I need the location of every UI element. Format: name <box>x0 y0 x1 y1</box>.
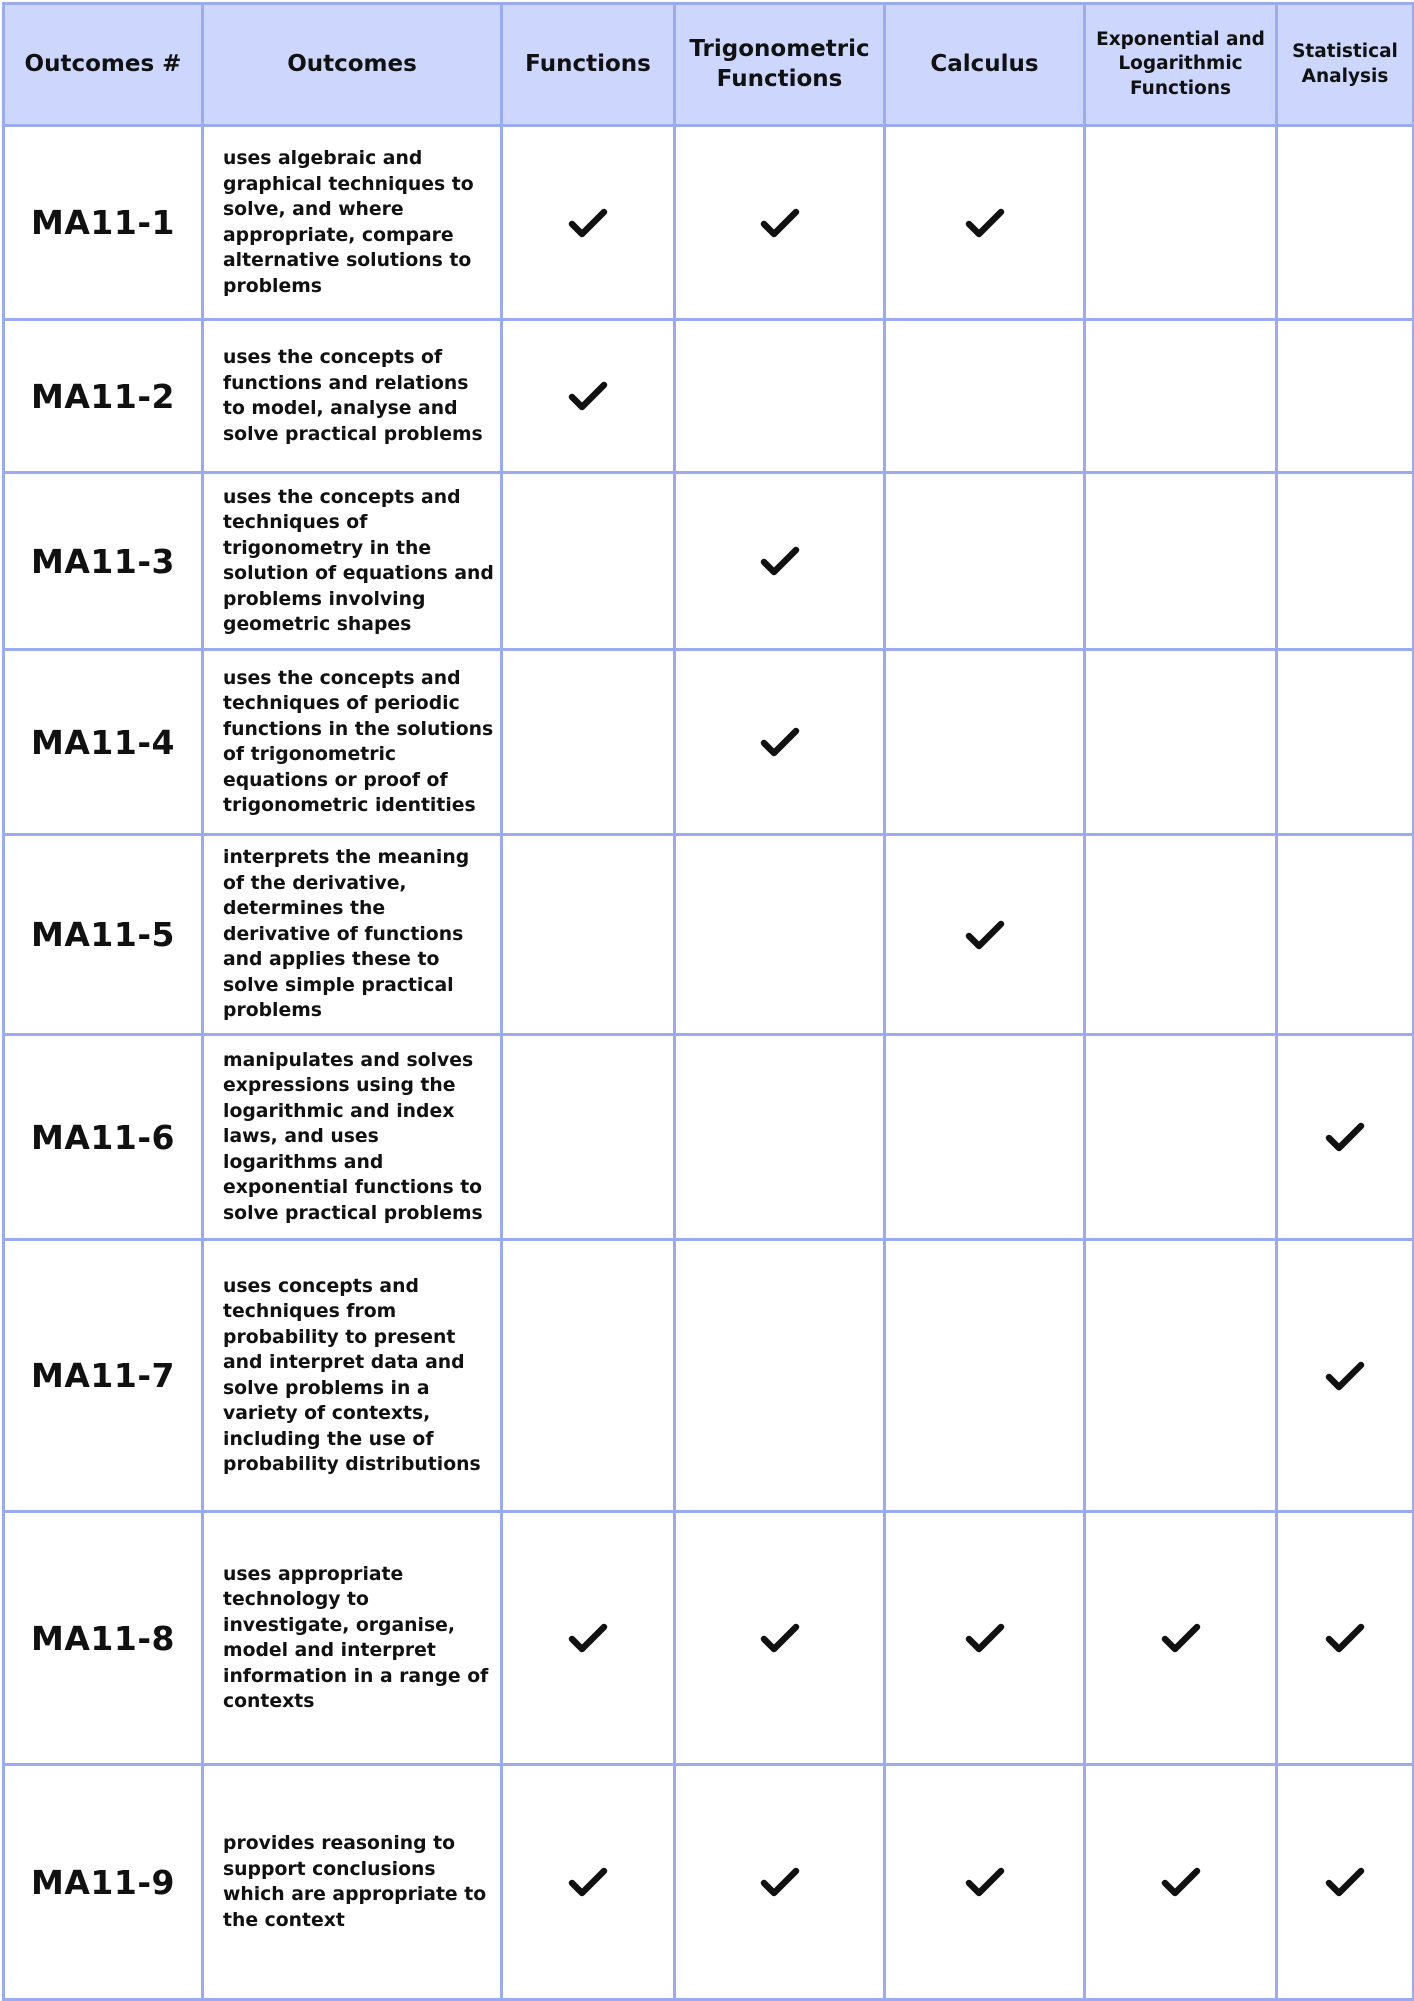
topic-cell <box>675 1240 885 1512</box>
column-header-functions: Functions <box>502 4 675 126</box>
outcomes-matrix-table <box>2 2 1414 2001</box>
outcome-description: manipulates and solves expressions using the logarithmic and index laws, and uses logarithms and exponential functions to solve practical problems <box>203 1035 502 1240</box>
outcome-id: MA11-6 <box>4 1035 203 1240</box>
topic-cell <box>1277 1240 1414 1512</box>
topic-cell <box>1085 1240 1277 1512</box>
outcome-id: MA11-9 <box>4 1765 203 2000</box>
table-row <box>4 473 1414 650</box>
checkmark-icon <box>965 919 1005 951</box>
checkmark-icon <box>965 207 1005 239</box>
outcome-id: MA11-1 <box>4 126 203 320</box>
outcome-id: MA11-3 <box>4 473 203 650</box>
topic-cell <box>502 1512 675 1765</box>
table-row <box>4 126 1414 320</box>
topic-cell <box>1085 1765 1277 2000</box>
outcome-id: MA11-8 <box>4 1512 203 1765</box>
topic-cell <box>502 650 675 835</box>
outcome-description: provides reasoning to support conclusions which are appropriate to the context <box>203 1765 502 2000</box>
topic-cell <box>502 126 675 320</box>
checkmark <box>1325 1872 1365 1891</box>
topic-cell <box>1085 126 1277 320</box>
checkmark <box>1325 1365 1365 1384</box>
topic-cell <box>1277 1765 1414 2000</box>
checkmark-icon <box>1325 1360 1365 1392</box>
checkmark-icon <box>1325 1622 1365 1654</box>
checkmark <box>568 1872 608 1891</box>
checkmark <box>760 1628 800 1647</box>
topic-cell <box>502 473 675 650</box>
table-row <box>4 1765 1414 2000</box>
checkmark <box>568 386 608 405</box>
outcome-description: uses the concepts of functions and relations to model, analyse and solve practical problems <box>203 320 502 473</box>
topic-cell <box>675 1035 885 1240</box>
checkmark <box>965 212 1005 231</box>
topic-cell <box>502 1765 675 2000</box>
checkmark <box>965 924 1005 943</box>
topic-cell <box>1277 650 1414 835</box>
checkmark-icon <box>760 1866 800 1898</box>
outcome-description: uses appropriate technology to investigate, organise, model and interpret information in a range of contexts <box>203 1512 502 1765</box>
topic-cell <box>675 1512 885 1765</box>
outcome-id: MA11-5 <box>4 835 203 1035</box>
column-header-outcome-id: Outcomes # <box>4 4 203 126</box>
checkmark-icon <box>568 1622 608 1654</box>
checkmark <box>1325 1127 1365 1146</box>
topic-cell <box>885 126 1085 320</box>
topic-cell <box>1277 1035 1414 1240</box>
topic-cell <box>675 320 885 473</box>
topic-cell <box>1085 1035 1277 1240</box>
topic-cell <box>1085 835 1277 1035</box>
topic-cell <box>885 835 1085 1035</box>
topic-cell <box>502 835 675 1035</box>
topic-cell <box>1277 320 1414 473</box>
column-header-exponential-logarithmic-functions: Exponential and Logarithmic Functions <box>1085 4 1277 126</box>
table-row <box>4 650 1414 835</box>
column-header-calculus: Calculus <box>885 4 1085 126</box>
topic-cell <box>502 1240 675 1512</box>
checkmark-icon <box>1161 1866 1201 1898</box>
topic-cell <box>675 650 885 835</box>
topic-cell <box>675 473 885 650</box>
checkmark-icon <box>760 726 800 758</box>
topic-cell <box>885 1240 1085 1512</box>
topic-cell <box>1085 1512 1277 1765</box>
table-row <box>4 1512 1414 1765</box>
checkmark <box>1325 1628 1365 1647</box>
table-row <box>4 1240 1414 1512</box>
checkmark-icon <box>965 1622 1005 1654</box>
topic-cell <box>675 835 885 1035</box>
checkmark-icon <box>760 545 800 577</box>
topic-cell <box>885 320 1085 473</box>
table-row <box>4 320 1414 473</box>
checkmark-icon <box>1161 1622 1201 1654</box>
column-header-trigonometric-functions: Trigonometric Functions <box>675 4 885 126</box>
table-row <box>4 1035 1414 1240</box>
outcome-description: uses the concepts and techniques of trigonometry in the solution of equations and problems involving geometric shapes <box>203 473 502 650</box>
topic-cell <box>1085 650 1277 835</box>
topic-cell <box>1085 473 1277 650</box>
checkmark <box>760 551 800 570</box>
table-body <box>4 126 1414 2000</box>
checkmark-icon <box>760 1622 800 1654</box>
checkmark-icon <box>568 1866 608 1898</box>
checkmark-icon <box>965 1866 1005 1898</box>
topic-cell <box>675 1765 885 2000</box>
table-row <box>4 835 1414 1035</box>
topic-cell <box>1277 473 1414 650</box>
checkmark <box>760 212 800 231</box>
column-header-outcomes: Outcomes <box>203 4 502 126</box>
outcome-description: uses the concepts and techniques of periodic functions in the solutions of trigonometric equations or proof of trigonometric identities <box>203 650 502 835</box>
topic-cell <box>1085 320 1277 473</box>
topic-cell <box>1277 835 1414 1035</box>
checkmark <box>1161 1628 1201 1647</box>
outcome-description: interprets the meaning of the derivative, determines the derivative of functions and applies these to solve simple practical problems <box>203 835 502 1035</box>
checkmark-icon <box>1325 1866 1365 1898</box>
topic-cell <box>1277 126 1414 320</box>
topic-cell <box>502 1035 675 1240</box>
outcome-id: MA11-2 <box>4 320 203 473</box>
topic-cell <box>502 320 675 473</box>
outcome-description: uses algebraic and graphical techniques to solve, and where appropriate, compare alternative solutions to problems <box>203 126 502 320</box>
outcome-id: MA11-7 <box>4 1240 203 1512</box>
checkmark-icon <box>1325 1121 1365 1153</box>
checkmark <box>965 1872 1005 1891</box>
topic-cell <box>885 650 1085 835</box>
outcome-description: uses concepts and techniques from probability to present and interpret data and solve problems in a variety of contexts, including the use of probability distributions <box>203 1240 502 1512</box>
column-header-statistical-analysis: Statistical Analysis <box>1277 4 1414 126</box>
checkmark-icon <box>568 380 608 412</box>
topic-cell <box>885 1035 1085 1240</box>
checkmark <box>965 1628 1005 1647</box>
checkmark <box>1161 1872 1201 1891</box>
checkmark <box>760 1872 800 1891</box>
checkmark <box>568 212 608 231</box>
header-row <box>4 4 1414 126</box>
topic-cell <box>885 473 1085 650</box>
checkmark-icon <box>568 207 608 239</box>
topic-cell <box>885 1512 1085 1765</box>
topic-cell <box>885 1765 1085 2000</box>
topic-cell <box>675 126 885 320</box>
checkmark <box>760 732 800 751</box>
checkmark-icon <box>760 207 800 239</box>
topic-cell <box>1277 1512 1414 1765</box>
checkmark <box>568 1628 608 1647</box>
outcome-id: MA11-4 <box>4 650 203 835</box>
